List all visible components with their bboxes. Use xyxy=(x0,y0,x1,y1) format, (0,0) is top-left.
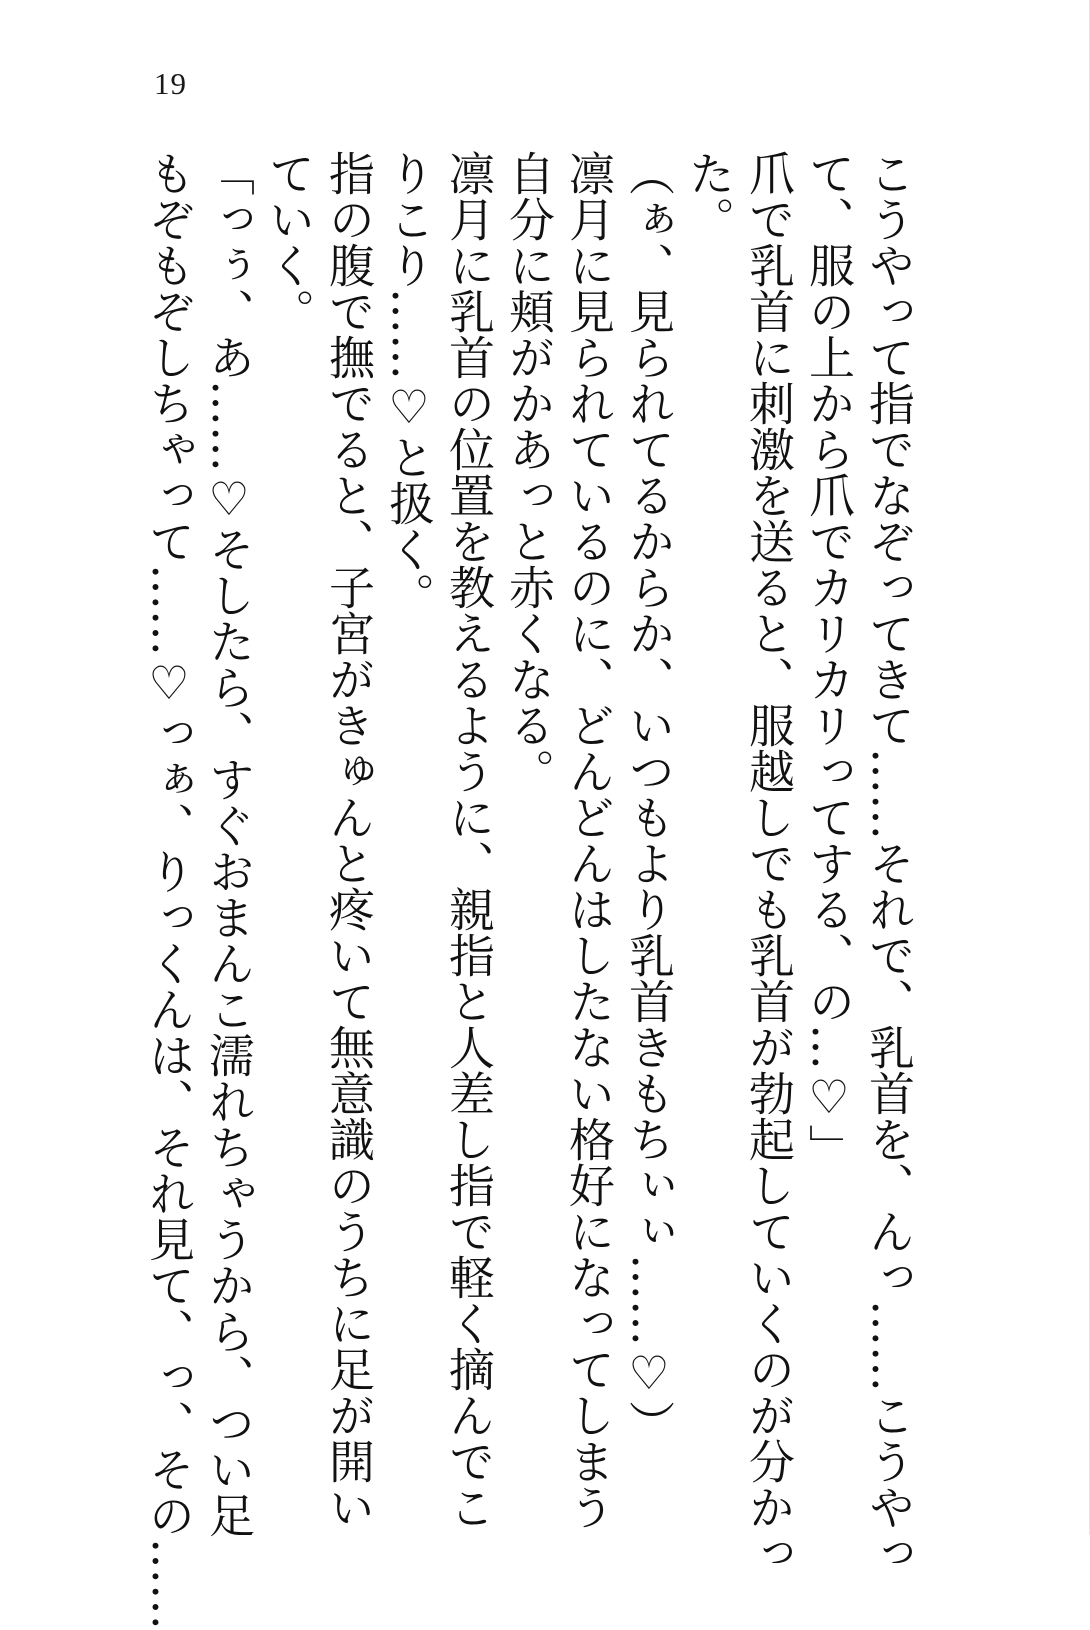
text-line: 爪で乳首に刺激を送ると、服越しでも乳首が勃起していくのが分かっ xyxy=(742,150,796,1576)
vertical-text-block xyxy=(139,150,919,1630)
text-line: た。 xyxy=(682,150,736,242)
text-line: 「っぅ、あ……♡そしたら、すぐおまんこ濡れちゃうから、つい足 xyxy=(202,150,256,1538)
text-line: 指の腹で撫でると、子宮がきゅんと疼いて無意識のうちに足が開い xyxy=(322,150,376,1530)
text-line: もぞもぞしちゃって……♡っぁ、りっくんは、それ見て、っ、その…… xyxy=(142,150,196,1630)
text-line: 自分に頬がかあっと赤くなる。 xyxy=(502,150,556,794)
text-line: ていく。 xyxy=(262,150,316,334)
text-line: 凛月に乳首の位置を教えるように、親指と人差し指で軽く摘んでこ xyxy=(442,150,496,1530)
text-line: （ぁ、見られてるからか、いつもより乳首きもちぃぃ……♡） xyxy=(622,150,676,1446)
text-line: 凛月に見られているのに、どんどんはしたない格好になってしまう xyxy=(562,150,616,1530)
page-number: 19 xyxy=(154,66,187,101)
text-line: こうやって指でなぞってきて……それで、乳首を、んっ……こうやっ xyxy=(862,150,916,1576)
text-line: て、服の上から爪でカリカリってする、の…♡」 xyxy=(802,150,856,1170)
text-line: りこり……♡と扱く。 xyxy=(382,150,436,618)
